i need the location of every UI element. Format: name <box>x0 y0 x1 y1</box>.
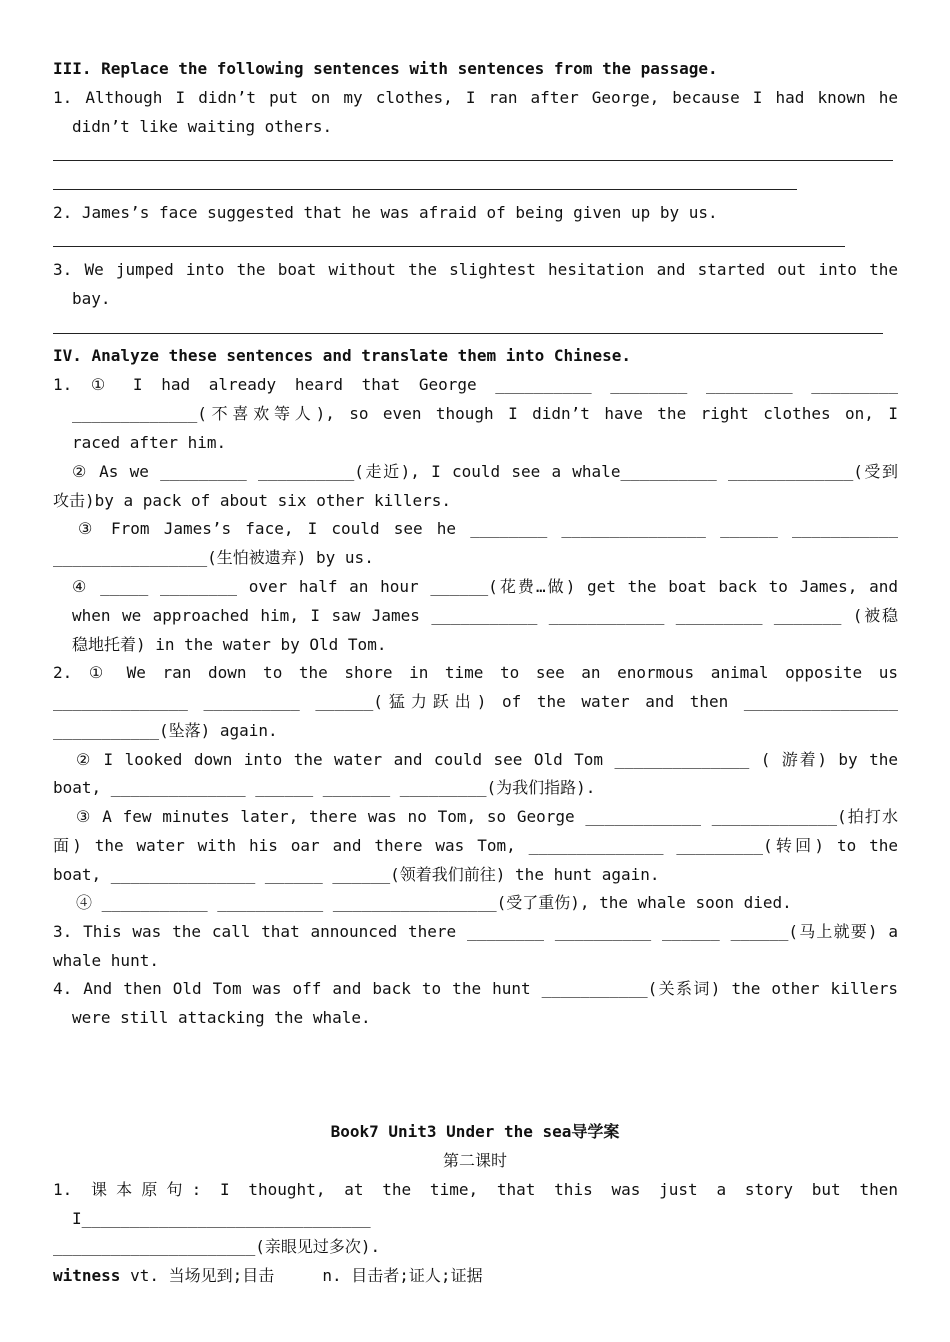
s4-line: boat, ______________ ______ _______ _________(为我们指路). <box>53 778 596 797</box>
s4-line: 2. ① We ran down to the shore in time to see an enormous animal opposite us <box>53 663 898 682</box>
answer-line-q3 <box>53 333 883 334</box>
item1-line3: _____________________(亲眼见过多次). <box>53 1237 381 1256</box>
s4-line: _____________(不喜欢等人), so even though I didn’t have the right clothes on, I <box>72 404 898 423</box>
s4-line: 攻击)by a pack of about six other killers. <box>53 491 452 510</box>
book-title: Book7 Unit3 Under the sea导学案 <box>330 1122 620 1141</box>
s4-line: ② I looked down into the water and could see Old Tom ______________ ( 游着) by the <box>76 750 898 769</box>
s4-line: raced after him. <box>72 433 227 452</box>
section-4-heading: IV. Analyze these sentences and translate them into Chinese. <box>53 346 631 365</box>
witness-definition: vt. 当场见到;目击 n. 目击者;证人;证据 <box>120 1266 483 1285</box>
section-3-heading: III. Replace the following sentences with sentences from the passage. <box>53 59 718 78</box>
s4-line: ③ A few minutes later, there was no Tom, so George ____________ _____________(拍打水 <box>76 807 898 826</box>
s4-line: ④ _____ ________ over half an hour ______(花费…做) get the boat back to James, and <box>72 577 898 596</box>
witness-entry <box>53 1261 898 1290</box>
s4-line: 3. This was the call that announced there ________ __________ ______ ______(马上就要) a <box>53 922 898 941</box>
lesson-subtitle: 第二课时 <box>442 1151 507 1170</box>
answer-line-q1b <box>53 189 797 190</box>
item1-line1: 1. 课本原句: I thought, at the time, that this was just a story but then <box>53 1180 898 1199</box>
s3-q1-line2: didn’t like waiting others. <box>72 117 333 136</box>
s3-q2-line1: 2. James’s face suggested that he was afraid of being given up by us. <box>53 203 718 222</box>
s4-line: ③ From James’s face, I could see he ________ _______________ ______ ___________ <box>78 519 898 538</box>
s3-q1-line1: 1. Although I didn’t put on my clothes, I ran after George, because I had known he <box>53 88 898 107</box>
s4-line: boat, _______________ ______ ______(领着我们前往) the hunt again. <box>53 865 660 884</box>
s4-line: 4. And then Old Tom was off and back to the hunt ___________(关系词) the other killers <box>53 979 898 998</box>
s4-line: were still attacking the whale. <box>72 1008 371 1027</box>
witness-term: witness <box>53 1266 121 1285</box>
s4-line: ② As we _________ __________(走近), I could see a whale__________ _____________(受到 <box>72 462 898 481</box>
answer-line-q1a <box>53 160 893 161</box>
s4-line: whale hunt. <box>53 951 159 970</box>
s4-line: when we approached him, I saw James ___________ ____________ _________ _______ (被稳 <box>72 606 898 625</box>
s3-q3-line1: 3. We jumped into the boat without the slightest hesitation and started out into the <box>53 260 898 279</box>
s4-line: ___________(坠落) again. <box>53 721 278 740</box>
s4-line: ______________ __________ ______(猛力跃出) of the water and then ________________ <box>53 692 898 711</box>
s4-line: 面) the water with his oar and there was Tom, ______________ _________(转回) to the <box>53 836 898 855</box>
s4-line: ________________(生怕被遗弃) by us. <box>53 548 374 567</box>
answer-line-q2 <box>53 246 845 247</box>
item1-line2: I______________________________ <box>72 1209 371 1228</box>
s4-line: 稳地托着) in the water by Old Tom. <box>72 635 387 654</box>
s4-line: ④ ___________ ___________ _________________(受了重伤), the whale soon died. <box>76 893 792 912</box>
s4-line: 1. ① I had already heard that George __________ ________ _________ _________ <box>53 375 898 394</box>
s3-q3-line2: bay. <box>72 289 111 308</box>
